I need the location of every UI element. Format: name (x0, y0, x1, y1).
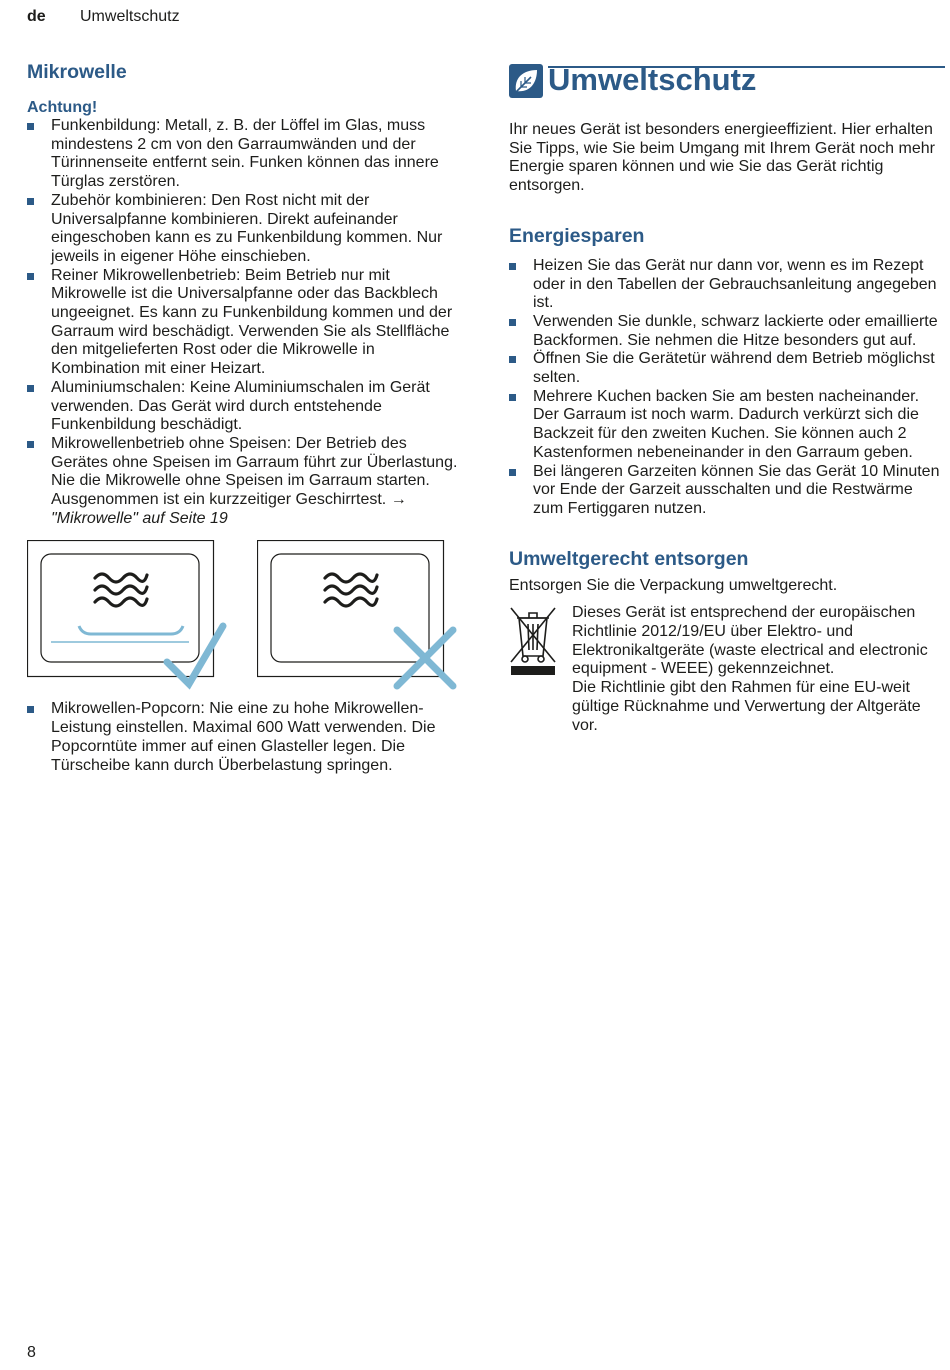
bullet-square-icon (27, 123, 34, 130)
bullet-square-icon (509, 394, 516, 401)
left-column (27, 60, 467, 775)
weee-description: Dieses Gerät ist entsprechend der europäischen Richtlinie 2012/19/EU über Elektro- und Elektronikaltgeräte (waste electrical and electronic equipment - WEEE) gekennzeichnet. Die Richtlinie gibt den Rahmen für eine EU-weit gültige Rücknahme und Verwertung der Altgeräte vor. (572, 604, 928, 734)
list-item: Mikrowellenbetrieb ohne Speisen: Der Betrieb des Gerätes ohne Speisen im Garraum führt zur Überlastung. Nie die Mikrowelle ohne Speisen im Garraum starten. Ausgenommen ist ein kurzzeitiger Geschirrtest. → "Mikrowelle" auf Seite 19 (27, 435, 467, 529)
page-header (27, 8, 180, 26)
bullet-square-icon (509, 263, 516, 270)
list-item: Funkenbildung: Metall, z. B. der Löffel im Glas, muss mindestens 2 cm von den Garraumwänden und der Türinnenseite entfernt sein. Funken können das innere Türglas zerstören. (27, 117, 467, 192)
list-item: Öffnen Sie die Gerätetür während dem Betrieb möglichst selten. (509, 350, 945, 387)
microwave-correct-illustration (27, 540, 227, 700)
list-item: Zubehör kombinieren: Den Rost nicht mit der Universalpfanne kombinieren. Direkt aufeinander eingeschoben kann es zu Funkenbildung kommen. Nur jeweils in eigener Höhe einschieben. (27, 192, 467, 267)
list-item: Bei längeren Garzeiten können Sie das Gerät 10 Minuten vor Ende der Garzeit ausschalten und die Restwärme zum Fertiggaren nutzen. (509, 463, 945, 519)
bullet-square-icon (27, 198, 34, 205)
leaf-icon (509, 64, 543, 98)
chapter-title-row (509, 64, 945, 104)
bullet-square-icon (27, 706, 34, 713)
entsorgen-heading: Umweltgerecht entsorgen (509, 547, 749, 570)
bullet-square-icon (27, 273, 34, 280)
energy-tips-list (509, 257, 945, 519)
microwave-waves-icon (325, 574, 377, 606)
chapter-title: Umweltschutz (548, 62, 757, 97)
right-column (509, 64, 945, 735)
list-item: Mehrere Kuchen backen Sie am besten nacheinander. Der Garraum ist noch warm. Dadurch verkürzt sich die Backzeit für den zweiten Kuchen. Sie können auch 2 Kastenformen nebeneinander in den Garraum geben. (509, 388, 945, 463)
list-item: Reiner Mikrowellenbetrieb: Beim Betrieb nur mit Mikrowelle ist die Universalpfanne oder das Backblech ungeeignet. Es kann zu Funkenbildung kommen und der Garraum wird beschädigt. Verwenden Sie als Stellfläche den mitgelieferten Rost oder die Mikrowelle in Kombination mit einer Heizart. (27, 267, 467, 379)
bullet-square-icon (27, 441, 34, 448)
warning-list (27, 117, 467, 528)
list-item: Mikrowellen-Popcorn: Nie eine zu hohe Mikrowellen-Leistung einstellen. Maximal 600 Watt verwenden. Die Popcorntüte immer auf einen Glasteller legen. Die Türscheibe kann durch Überbelastung springen. (27, 700, 467, 775)
energiesparen-heading: Energiesparen (509, 224, 645, 247)
intro-paragraph: Ihr neues Gerät ist besonders energieeffizient. Hier erhalten Sie Tipps, wie Sie beim Umgang mit Ihrem Gerät noch mehr Energie sparen können und wie Sie das Gerät richtig entsorgen. (509, 121, 935, 195)
page-crossreference-link[interactable]: → "Mikrowelle" auf Seite 19 (51, 491, 407, 527)
language-code: de (27, 8, 46, 25)
mikrowelle-heading: Mikrowelle (27, 61, 127, 83)
microwave-waves-icon (95, 574, 147, 606)
warning-label: Achtung! (27, 99, 98, 116)
list-item: Heizen Sie das Gerät nur dann vor, wenn es im Rezept oder in den Tabellen der Gebrauchsanleitung angegeben ist. (509, 257, 945, 313)
disposal-intro: Entsorgen Sie die Verpackung umweltgerecht. (509, 576, 838, 594)
weee-notice (509, 604, 945, 735)
list-item: Verwenden Sie dunkle, schwarz lackierte oder emaillierte Backformen. Sie nehmen die Hitze besonders gut auf. (509, 313, 945, 350)
crossed-out-bin-icon (509, 604, 557, 676)
microwave-wrong-illustration (257, 540, 462, 700)
microwave-illustrations (27, 540, 467, 700)
bullet-square-icon (509, 469, 516, 476)
glass-dish-icon (79, 626, 183, 634)
bullet-square-icon (509, 356, 516, 363)
bullet-square-icon (27, 385, 34, 392)
running-section-title: Umweltschutz (80, 8, 180, 25)
page-number: 8 (27, 1344, 36, 1361)
list-item: Aluminiumschalen: Keine Aluminiumschalen im Gerät verwenden. Das Gerät wird durch entstehende Funkenbildung beschädigt. (27, 379, 467, 435)
cross-icon (397, 630, 453, 686)
bullet-square-icon (509, 319, 516, 326)
popcorn-list (27, 700, 467, 775)
